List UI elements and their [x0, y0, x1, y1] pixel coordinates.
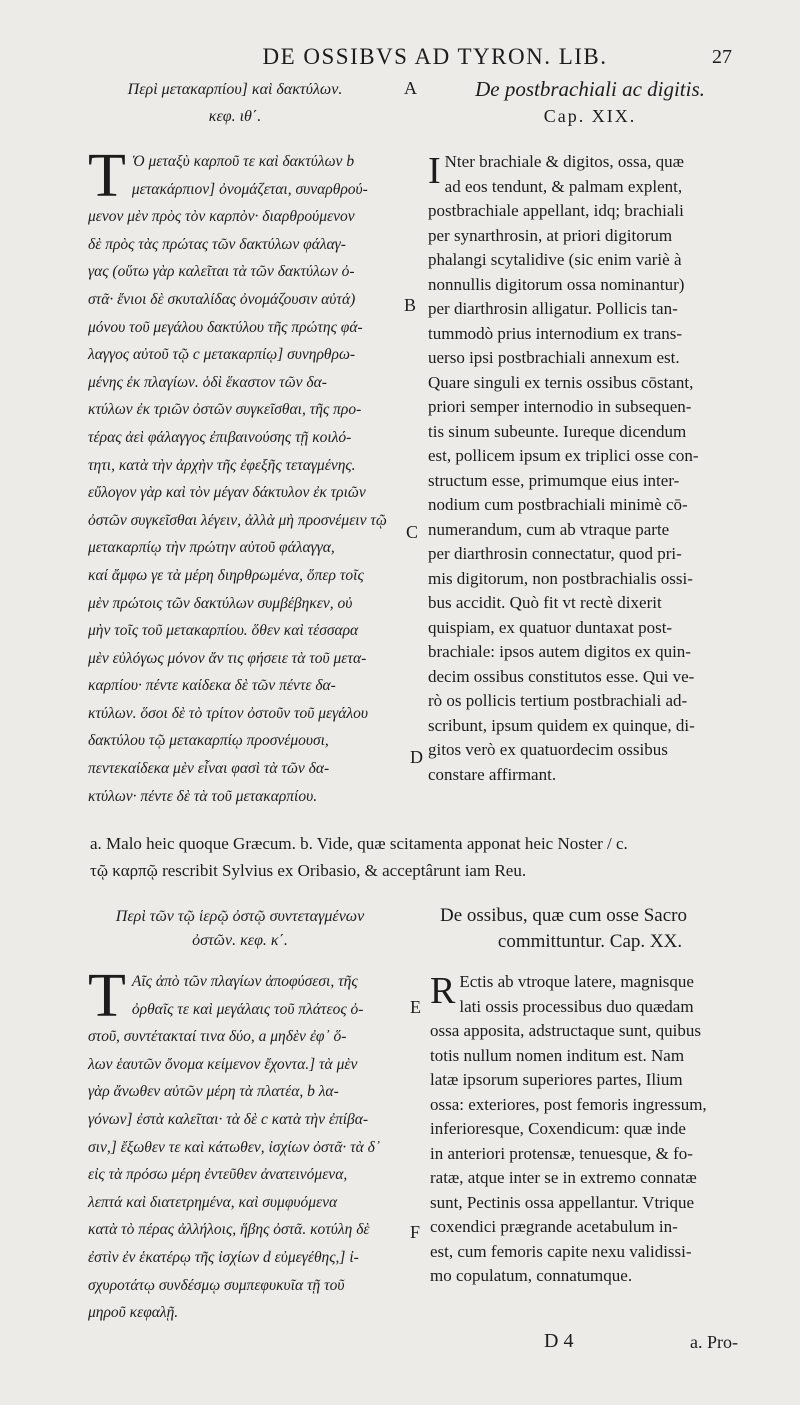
text-line: γὰρ ἄνωθεν αὐτῶν μέρη τὰ πλατέα, b λα- [88, 1083, 339, 1101]
text-line: μενον μὲν πρὸς τὸν καρπὸν· διαρθρούμενον [88, 208, 355, 226]
text-line: bus accidit. Quò fit vt rectè dixerit [428, 593, 662, 612]
text-line: καί ἄμφω γε τὰ μέρη διηρθρωμένα, ὅπερ τοῖς [88, 566, 364, 584]
text-line: Quare singuli ex ternis ossibus cōstant, [428, 372, 694, 392]
text-line: in anteriori protensæ, tenuesque, & fo- [430, 1143, 693, 1163]
text-line: εὔλογον γὰρ καὶ τὸν μέγαν δάκτυλον ἐκ τριῶν [88, 484, 366, 502]
text-line: per synarthrosin, at priori digitorum [428, 225, 673, 245]
margin-marker-d: D [410, 747, 423, 767]
text-line: brachiale: ipsos autem digitos ex quin- [428, 642, 691, 661]
text-line: est, pollicem ipsum ex triplici osse con- [428, 446, 699, 465]
text-line: κτύλων. ὅσοι δὲ τὸ τρίτον ὀστοῦν τοῦ μεγάλου [88, 704, 368, 722]
greek-chapter-number: κεφ. ιθ΄. [208, 108, 262, 125]
greek-text-column-2 [88, 962, 408, 1327]
text-line: Ectis ab vtroque latere, magnisque [459, 972, 694, 991]
text-line: Ὁ μεταξὺ καρποῦ τε καὶ δακτύλων b [131, 153, 355, 170]
text-line: Nter brachiale & digitos, ossa, quæ [444, 152, 685, 171]
text-line: postbrachiale appellant, idq; brachiali [428, 201, 684, 220]
text-line: καρπίου· πέντε καίδεκα δὲ τῶν πέντε δα- [88, 677, 336, 695]
text-line: μετακαρπίῳ τὴν πρώτην αὐτοῦ φάλαγγα, [88, 539, 335, 557]
greek-chapter-title [70, 76, 400, 130]
text-line: ἐστὶν ἐν ἑκατέρῳ τῆς ἰσχίων d εὐμεγέθης,] ἰ- [88, 1248, 359, 1266]
text-line: nonnullis digitorum ossa nominantur) [428, 274, 685, 294]
latin-dropcap: I [428, 150, 441, 192]
text-line: μένης ἐκ πλαγίων. ὁδὶ ἕκαστον τῶν δα- [88, 373, 327, 391]
greek-title-2: Περὶ τῶν τῷ ἱερῷ ὀστῷ συντεταγμένων [115, 908, 365, 925]
greek-title: Περὶ μετακαρπίου] καὶ δακτύλων. [127, 81, 343, 98]
text-line: λαγγος αὐτοῦ τῷ c μετακαρπίῳ] συνηρθρω- [88, 346, 356, 364]
greek-dropcap: T [88, 142, 126, 210]
text-line: ratæ, atque inter se in extremo connatæ [430, 1168, 697, 1187]
latin-text-column-2 [430, 970, 750, 1289]
text-line: inferioresque, Coxendicum: quæ inde [430, 1119, 686, 1138]
text-line: totis nullum nomen inditum est. Nam [430, 1045, 685, 1065]
latin-dropcap-2: R [430, 970, 456, 1012]
text-line: gitos verò ex quatuordecim ossibus [428, 740, 668, 759]
text-line: δακτύλου τῷ μετακαρπίῳ προσνέμουσι, [88, 732, 329, 750]
text-line: ὀρθαῖς τε καὶ μεγάλαις τοῦ πλάτεος ὀ- [131, 1000, 364, 1018]
text-line: scribunt, ipsum quidem ex quinque, di- [428, 715, 695, 735]
text-line: phalangi scytalidive (sic enim variè à [428, 250, 682, 269]
greek-dropcap-2: T [88, 962, 126, 1030]
text-line: τέρας ἀεὶ φάλαγγος ἐπιβαινούσης τῇ κοιλό- [88, 428, 352, 446]
text-line: στοῦ, συντέτακταί τινα δύο, a μηδὲν ἐφ᾽ ὅ- [88, 1028, 347, 1046]
latin-title-2: De ossibus, quæ cum osse Sacro [440, 905, 687, 926]
margin-marker-b: B [404, 295, 417, 315]
text-line: rò os pollicis tertium postbrachiali ad- [428, 691, 688, 710]
text-line: λων ἑαυτῶν ὄνομα κείμενον ἔχοντα.] τὰ μὲν [88, 1055, 358, 1073]
text-line: μὴν τοῖς τοῦ μετακαρπίου. ὅθεν καὶ τέσσαρα [88, 622, 359, 640]
margin-marker-e: E [410, 997, 421, 1017]
latin-chapter-number: Cap. XIX. [543, 106, 637, 126]
text-line: κτύλων ἐκ τριῶν ὀστῶν συγκεῖσθαι, τῆς προ- [88, 401, 362, 419]
text-line: sunt, Pectinis ossa appellantur. Vtrique [430, 1192, 695, 1212]
margin-marker-f: F [410, 1222, 421, 1242]
greek-text-column-1 [88, 142, 408, 810]
text-line: priori semper internodio in subsequen- [428, 397, 692, 416]
running-head: DE OSSIBVS AD TYRON. LIB. [262, 44, 608, 69]
text-line: μηροῦ κεφαλῇ. [88, 1304, 179, 1322]
latin-title-2b: committuntur. Cap. XX. [497, 931, 683, 952]
text-line: μόνου τοῦ μεγάλου δακτύλου τῆς πρώτης φά- [88, 318, 363, 336]
text-line: uerso ipsi postbrachiali annexum est. [428, 348, 680, 367]
text-line: στᾶ· ἔνιοι δὲ σκυταλίδας ὀνομάζουσιν αὐτά) [88, 290, 356, 308]
text-line: tummodò prius internodium ex trans- [428, 323, 683, 343]
text-line: mis digitorum, non postbrachialis ossi- [428, 568, 693, 588]
text-line: ad eos tendunt, & palmam explent, [444, 176, 683, 196]
text-line: μὲν εὐλόγως μόνον ἄν τις φήσειε τὰ τοῦ μετα- [88, 649, 367, 667]
text-line: lati ossis processibus duo quædam [459, 996, 694, 1016]
text-line: per diarthrosin connectatur, quod pri- [428, 544, 682, 563]
page-number: 27 [712, 46, 732, 68]
text-line: structum esse, primumque eius inter- [428, 470, 680, 490]
text-line: decim ossibus constitutos esse. Qui ve- [428, 666, 695, 686]
text-line: δὲ πρὸς τὰς πρώτας τῶν δακτύλων φάλαγ- [88, 235, 346, 253]
text-line: tis sinum subeunte. Iureque dicendum [428, 421, 687, 441]
text-line: ossa: exteriores, post femoris ingressum, [430, 1094, 707, 1114]
text-line: constare affirmant. [428, 764, 557, 784]
signature-mark: D 4 [544, 1330, 574, 1352]
margin-marker-c: C [406, 522, 419, 542]
text-line: per diarthrosin alligatur. Pollicis tan- [428, 299, 678, 318]
latin-chapter-title [440, 76, 740, 130]
latin-text-column-1 [428, 150, 748, 787]
text-line: τητι, κατὰ τὴν ἀρχὴν τῆς ἐφεξῆς τεταγμένης. [88, 456, 356, 474]
text-line: κτύλων· πέντε δὲ τὰ τοῦ μετακαρπίου. [88, 787, 318, 805]
text-line: πεντεκαίδεκα μὲν εἶναι φασὶ τὰ τῶν δα- [88, 760, 330, 778]
footnote [90, 830, 770, 884]
text-line: nodium cum postbrachiali minimè cō- [428, 495, 688, 514]
text-line: numerandum, cum ab vtraque parte [428, 519, 670, 539]
text-line: σχυροτάτῳ συνδέσμῳ συμπεφυκυῖα τῇ τοῦ [88, 1276, 345, 1294]
text-line: quispiam, ex quatuor duntaxat post- [428, 617, 673, 637]
text-line: μετακάρπιον] ὀνομάζεται, συναρθρού- [131, 180, 368, 198]
text-line: latæ ipsorum superiores partes, Ilium [430, 1070, 683, 1089]
text-line: ὀστῶν συγκεῖσθαι λέγειν, ἀλλὰ μὴ προσνέμειν τῷ [88, 511, 387, 529]
text-line: λεπτά καὶ διατετρημένα, καὶ συμφυόμενα [88, 1193, 338, 1211]
text-line: κατὰ τὸ πέρας ἀλλήλοις, ἥβης ὀστᾶ. κοτύλη δὲ [88, 1221, 370, 1239]
text-line: ossa apposita, adstructaque sunt, quibus [430, 1021, 702, 1040]
text-line: εἰς τὰ πρόσω μέρη ἐντεῦθεν ἀνατεινόμενα, [88, 1166, 348, 1184]
text-line: γόνων] ἐστὰ καλεῖται· τὰ δὲ c κατὰ τὴν ἐπίβα- [88, 1110, 369, 1128]
margin-marker-a: A [404, 78, 417, 98]
text-line: mo copulatum, connatumque. [430, 1266, 633, 1285]
text-line: est, cum femoris capite nexu validissi- [430, 1241, 692, 1261]
text-line: coxendici prægrande acetabulum in- [430, 1217, 678, 1236]
footnote-line-1: a. Malo heic quoque Græcum. b. Vide, quæ scitamenta apponat heic Noster / c. [90, 834, 628, 853]
latin-chapter-title-2 [430, 903, 750, 955]
text-line: μὲν πρώτοις τῶν δακτύλων συμβέβηκεν, οὐ [88, 594, 353, 612]
footnote-line-2: τῷ καρπῷ rescribit Sylvius ex Oribasio, & acceptârunt iam Reu. [90, 861, 527, 880]
text-line: σιν,] ἔξωθεν τε καὶ κάτωθεν, ἰσχίων ὀστᾶ· τὰ δ᾽ [88, 1138, 381, 1156]
text-line: γας (οὕτω γὰρ καλεῖται τὰ τῶν δακτύλων ὀ- [88, 263, 355, 281]
greek-title-2b: ὀστῶν. κεφ. κ΄. [192, 932, 288, 949]
latin-title: De postbrachiali ac digitis. [475, 77, 705, 101]
catchword: a. Pro- [690, 1332, 738, 1352]
text-line: Αῖς ἀπὸ τῶν πλαγίων ἀποφύσεσι, τῆς [131, 973, 358, 990]
greek-chapter-title-2 [70, 905, 410, 953]
